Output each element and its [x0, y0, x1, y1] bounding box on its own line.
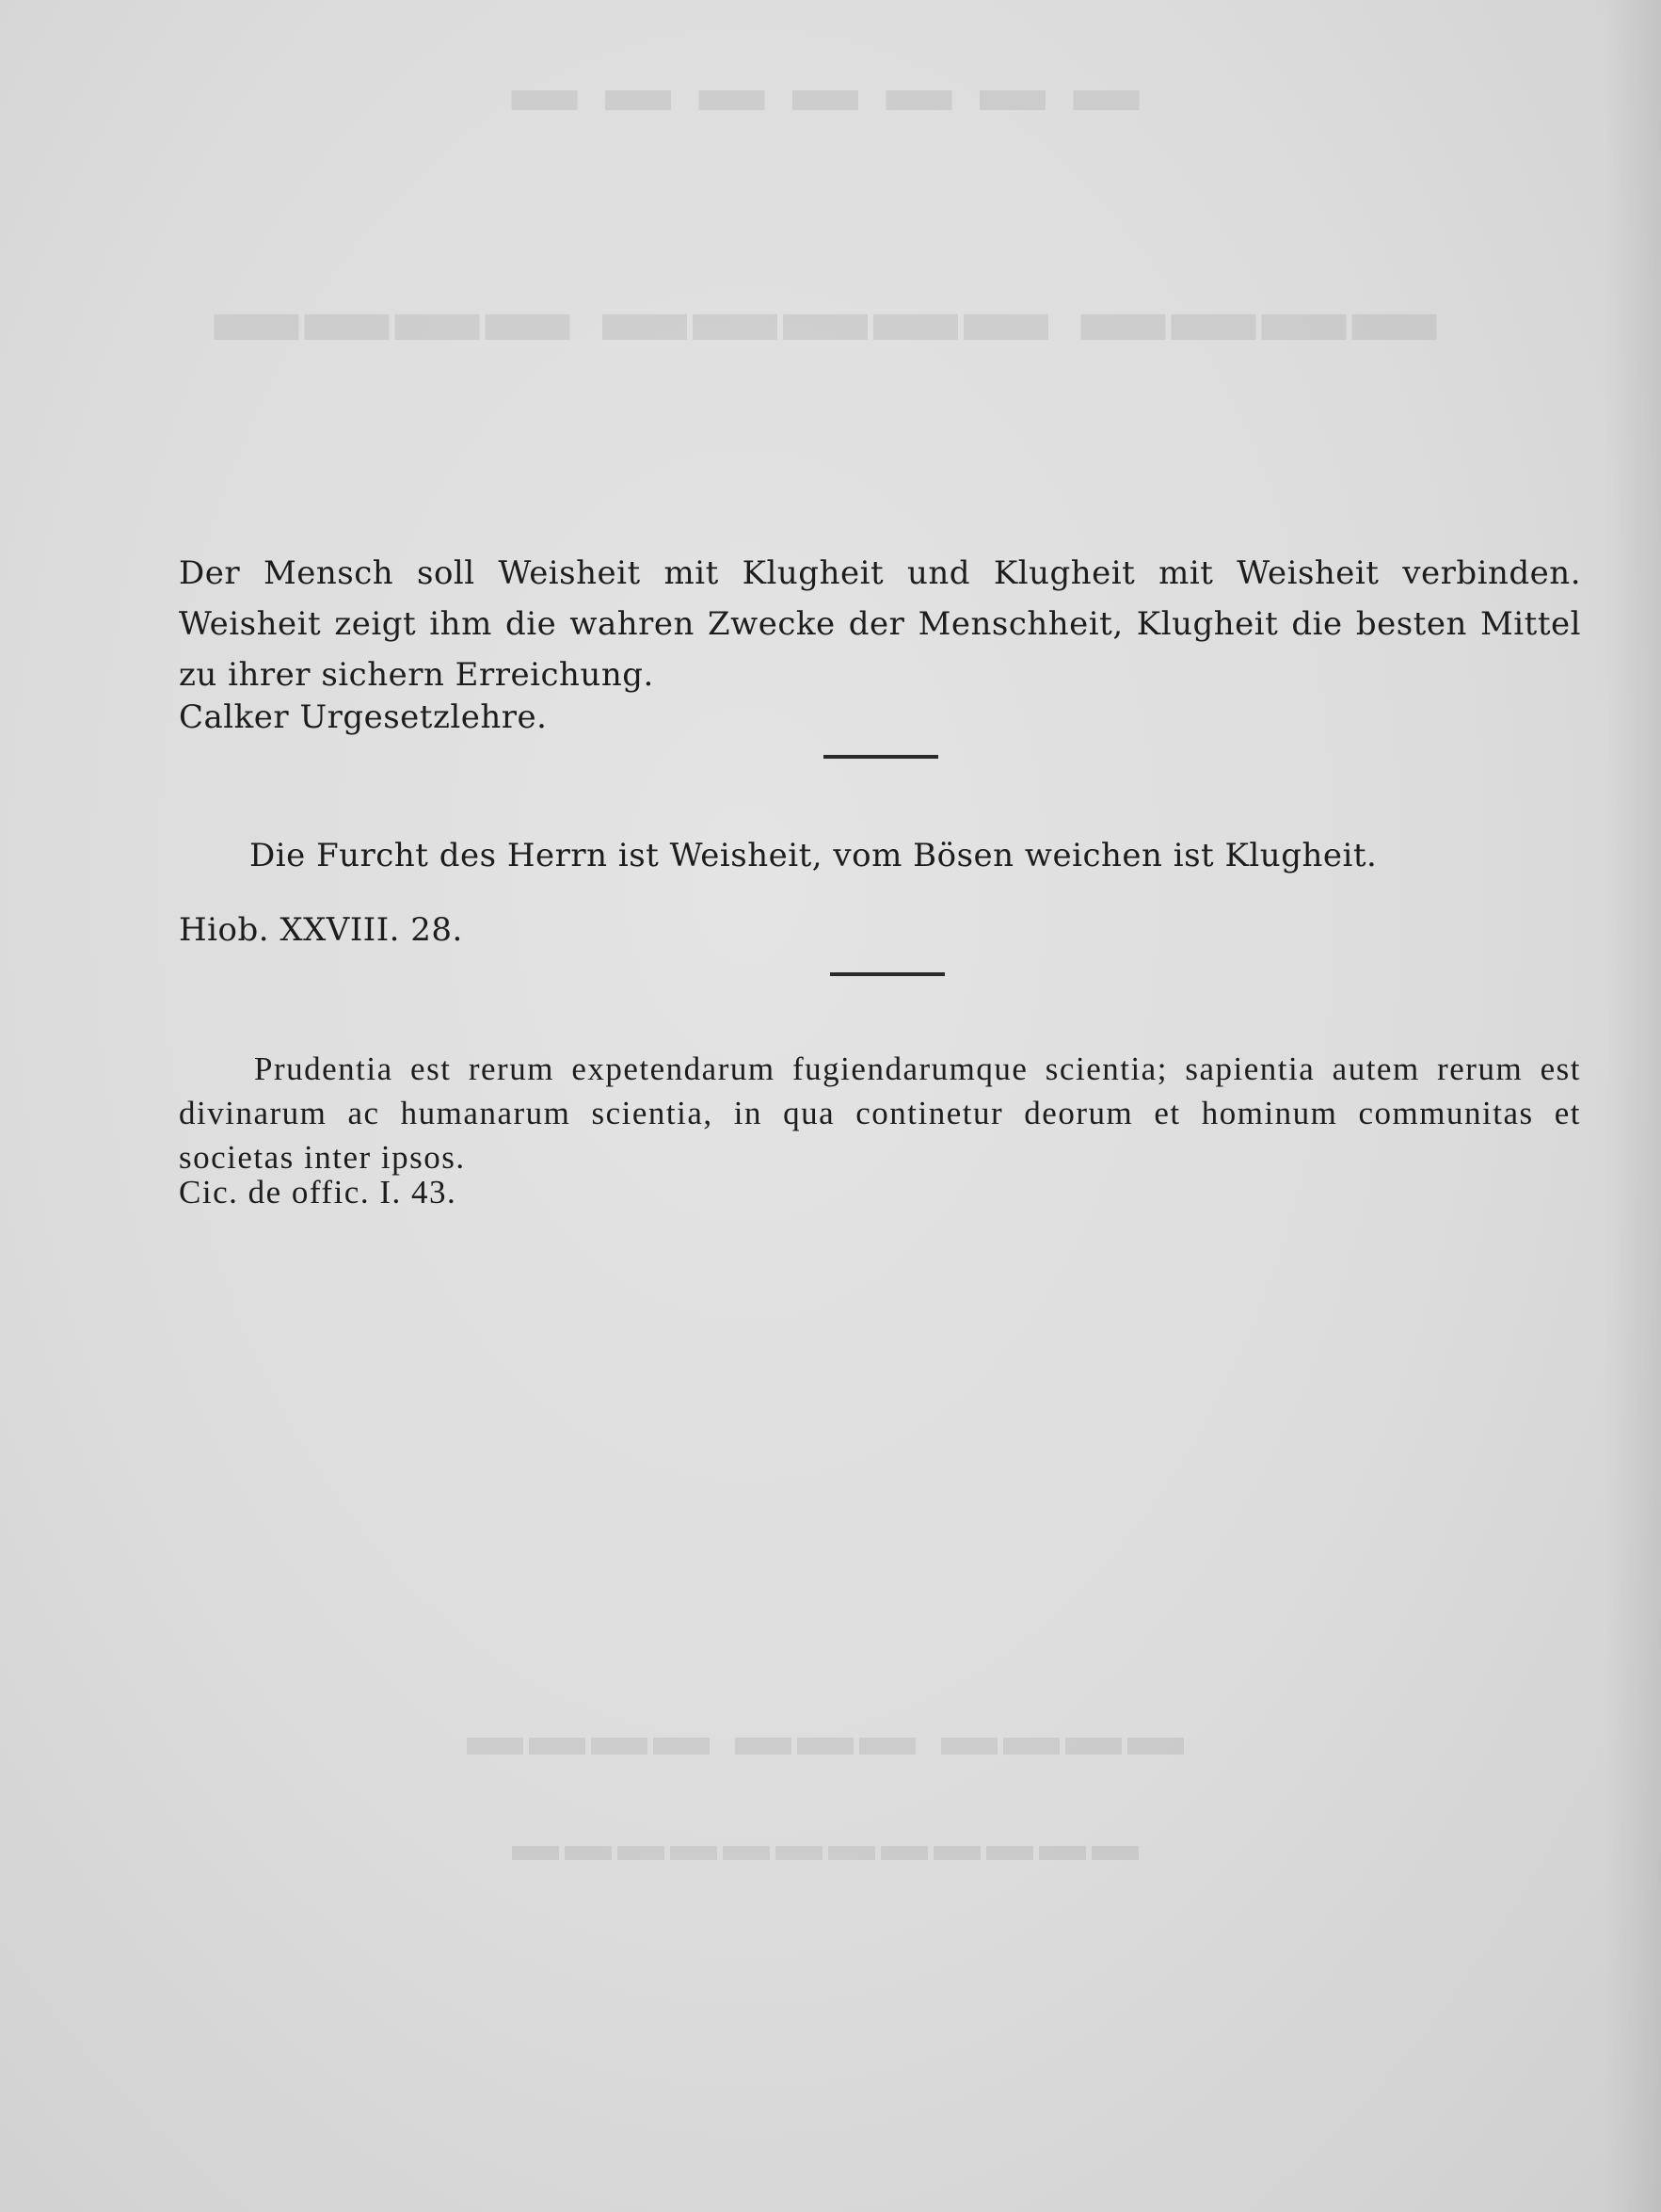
quote-2-text: Die Furcht des Herrn ist Weisheit, vom Bösen weichen ist Klugheit. — [249, 837, 1378, 874]
quote-1-attribution-row — [179, 692, 1581, 743]
quote-2 — [249, 830, 1473, 881]
quote-1-attribution: Calker Urgesetzlehre. — [179, 698, 548, 736]
page-edge-shadow — [1605, 0, 1661, 2212]
quote-3-attribution: Cic. de offic. I. 43. — [179, 1174, 457, 1210]
quote-3 — [179, 1047, 1581, 1179]
quote-1 — [179, 548, 1581, 700]
quote-3-text: Prudentia est rerum expetendarum fugiendarumque scientia; sapientia autem rerum est divinarum ac humanarum scientia, in qua continetur deorum et hominum communitas et societas inter ipsos. — [179, 1050, 1581, 1176]
quote-2-attribution-row — [179, 905, 1581, 955]
quote-2-attribution: Hiob. XXVIII. 28. — [179, 911, 463, 949]
show-through-bleed: ▬ ▬ ▬ ▬ ▬ ▬ ▬ — [511, 53, 1145, 125]
divider-rule-2 — [830, 972, 945, 976]
show-through-bleed: ▬▬▬▬ ▬▬▬ ▬▬▬▬ — [467, 1705, 1190, 1767]
divider-rule-1 — [823, 755, 938, 759]
quote-3-attribution-row — [179, 1170, 1581, 1214]
show-through-bleed: ▬▬▬▬▬▬▬▬▬▬▬▬ — [512, 1818, 1144, 1870]
show-through-bleed: ▬▬▬▬ ▬▬▬▬▬ ▬▬▬▬ — [214, 265, 1443, 359]
quote-1-text: Der Mensch soll Weisheit mit Klugheit und Klugheit mit Weisheit verbinden. Weisheit zeigt ihm die wahren Zwecke der Menschheit, Klugheit die besten Mittel zu ihrer sichern Erreichung. — [179, 554, 1581, 694]
